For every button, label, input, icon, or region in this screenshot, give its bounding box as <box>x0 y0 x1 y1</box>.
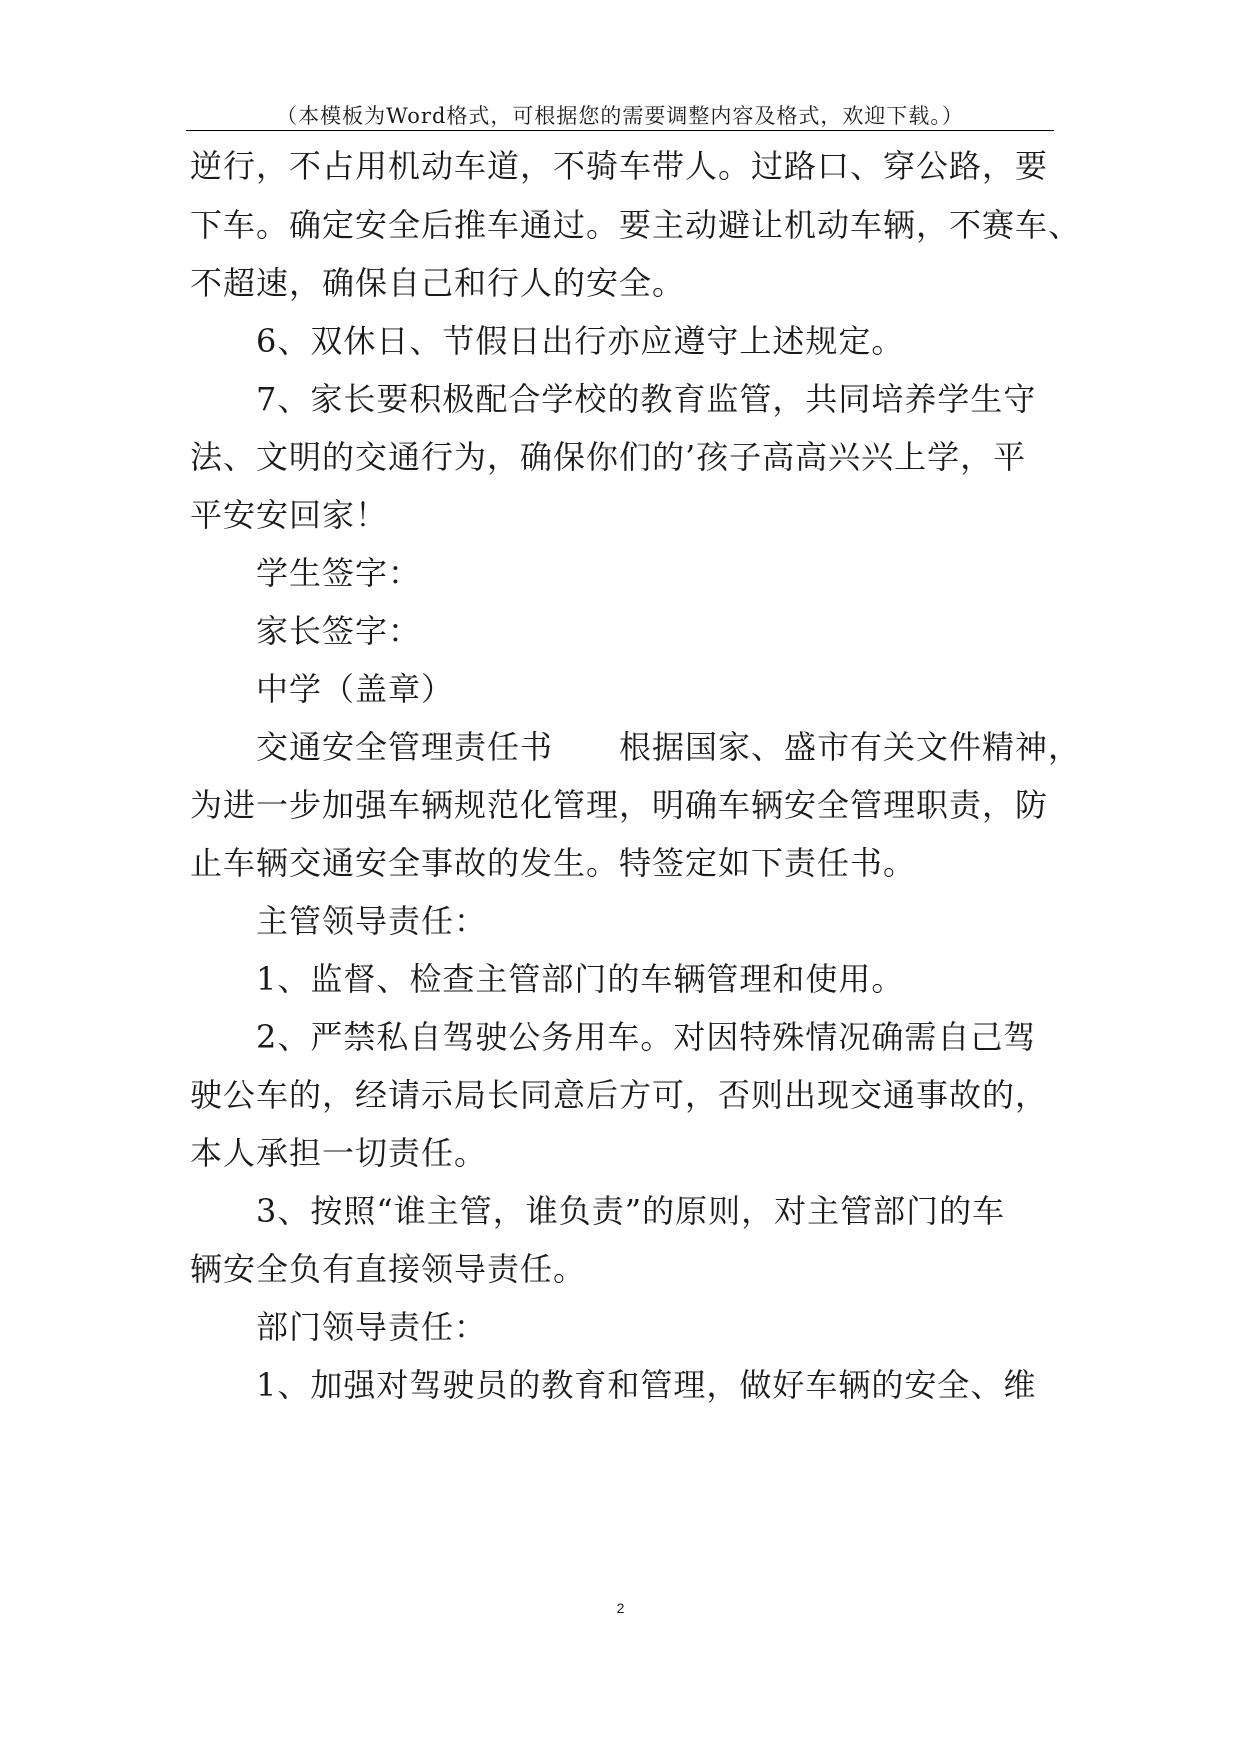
body-line: 辆安全负有直接领导责任。 <box>190 1250 587 1288</box>
body-line: 7、家长要积极配合学校的教育监管，共同培养学生守 <box>256 380 1037 418</box>
page-number: 2 <box>616 1600 625 1616</box>
section-heading: 部门领导责任： <box>256 1308 488 1346</box>
body-line: 不超速，确保自己和行人的安全。 <box>190 264 686 302</box>
student-signature-label: 学生签字： <box>256 554 422 592</box>
body-line: 交通安全管理责任书 根据国家、盛市有关文件精神， <box>256 728 1082 766</box>
body-line: 止车辆交通安全事故的发生。特签定如下责任书。 <box>190 844 917 882</box>
parent-signature-label: 家长签字： <box>256 612 422 650</box>
body-line: 2、严禁私自驾驶公务用车。对因特殊情况确需自己驾 <box>256 1018 1037 1056</box>
body-line: 1、监督、检查主管部门的车辆管理和使用。 <box>256 960 905 998</box>
body-line: 法、文明的交通行为，确保你们的’孩子高高兴兴上学，平 <box>190 438 1027 476</box>
body-line: 6、双休日、节假日出行亦应遵守上述规定。 <box>256 322 905 360</box>
body-line: 平安安回家！ <box>190 496 389 534</box>
body-line: 1、加强对驾驶员的教育和管理，做好车辆的安全、维 <box>256 1366 1037 1404</box>
template-notice: （本模板为Word格式，可根据您的需要调整内容及格式，欢迎下载。） <box>276 104 964 128</box>
section-heading: 主管领导责任： <box>256 902 488 940</box>
body-line: 3、按照“谁主管，谁负责”的原则，对主管部门的车 <box>256 1192 1006 1230</box>
body-line: 下车。确定安全后推车通过。要主动避让机动车辆，不赛车、 <box>190 206 1082 244</box>
body-line: 驶公车的，经请示局长同意后方可，否则出现交通事故的， <box>190 1076 1049 1114</box>
body-line: 本人承担一切责任。 <box>190 1134 488 1172</box>
body-line: 为进一步加强车辆规范化管理，明确车辆安全管理职责，防 <box>190 786 1049 824</box>
header-divider <box>186 130 1054 131</box>
body-line: 逆行，不占用机动车道，不骑车带人。过路口、穿公路，要 <box>190 147 1049 185</box>
school-seal-label: 中学（盖章） <box>256 670 455 708</box>
